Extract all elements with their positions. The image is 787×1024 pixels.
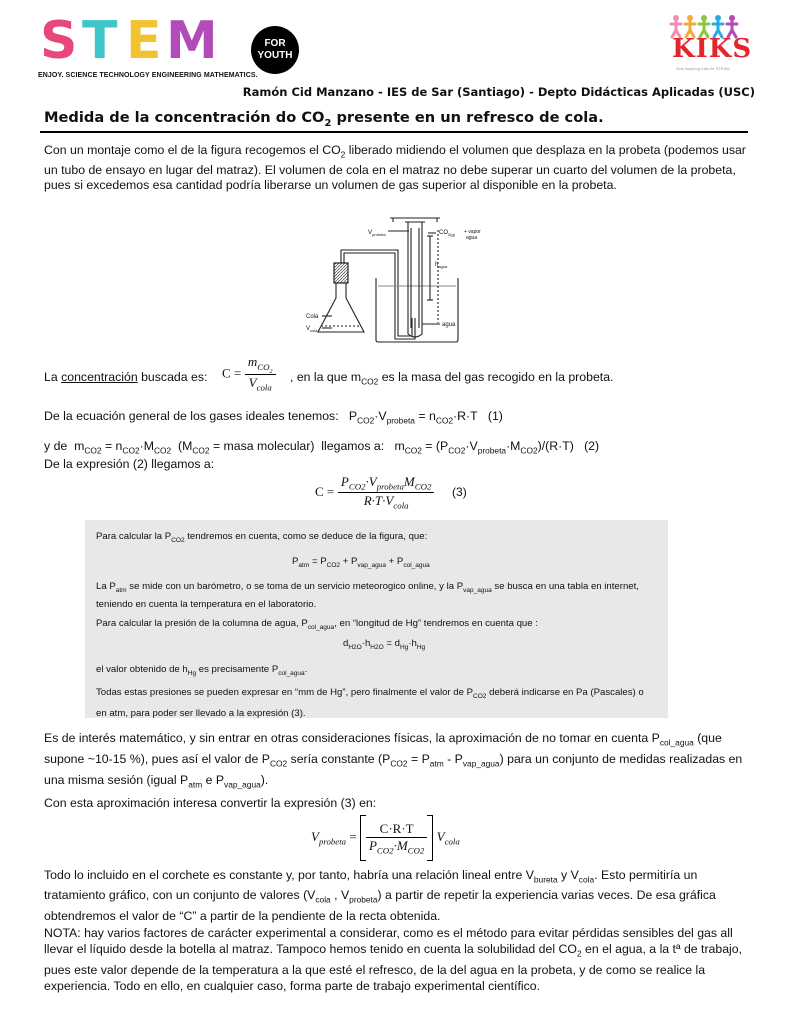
concentration-link: concentración (61, 370, 138, 384)
page-title: Medida de la concentración do $CO_2$ presente en un refresco de cola. (44, 109, 604, 129)
box-height-eq: $d_{H2O}\cdot h_{H2O} = d_{Hg}\cdot h_{Hg}$ (343, 638, 426, 651)
math-approx-paragraph: Es de interés matemático, y sin entrar en otras consideraciones físicas, la aproximación de no tomar en cuenta $P_{col\_agua}$ (que supone ~10-15 %), pues así el valor de $P_{CO2}$ sería constante $(P_{CO2} = P_{atm} - P_{vap\_agua})$ para un conjunto de medidas realizadas en una misma sesión (igual $P_{atm}$ e $P_{vap\_agua}$). (44, 731, 743, 790)
concentration-formula: C = $\frac{m_{CO_2}}{V_{cola}}$ (222, 354, 276, 393)
box-line-3: Para calcular la presión de la columna de agua, $P_{col\_agua}$, en “longitud de Hg” tendremos en cuenta que : (96, 618, 538, 631)
linear-relation-paragraph: Todo lo incluido en el corchete es constante y, por tanto, habría una relación lineal entre $V_{bureta}$ y $V_{cola}$. Esto permitiría un tratamiento gráfico, con un conjunto de valores ($V_{cola}$ , $V_{probeta}$) a partir de repetir la experiencia varias veces. De esa gráfica obtendremos el valor de “C” a partir de la pendiente de la recta obtenida. (44, 868, 716, 923)
eq1-line: De la ecuación general de los gases ideales tenemos: $P_{CO2}\cdot V_{probeta} = n_{CO2}\cdot R\cdot T$ (1) (44, 409, 503, 426)
fig-hagua-label: $h_{agua}$ (435, 262, 448, 269)
stem-letter-e: E (126, 14, 162, 64)
stem-for-youth-logo (38, 14, 293, 86)
apparatus-figure (280, 208, 510, 343)
stem-letters-logo (38, 14, 218, 64)
intro-paragraph: Con un montaje como el de la figura recogemos el $CO_2$ liberado midiendo el volumen que desplaza en la probeta (podemos usar un tubo de ensayo en lugar del matraz). El volumen de cola en el matraz no debe superar un cuarto del volumen de la probeta, pues si excedemos esa cantidad podría liberarse un volumen de gas superior al disponible en la probeta. (44, 143, 746, 193)
title-rule (40, 131, 748, 133)
box-paragraph-2: La $P_{atm}$ se mide con un barómetro, o se toma de un servicio meteorogico online, y la $P_{vap\_agua}$ se busca en una tabla en internet, teniendo en cuenta la temperatura en el laboratorio. (96, 581, 639, 610)
eq3-intro: De la expresión (2) llegamos a: (44, 457, 215, 471)
concentration-line: La concentración buscada es: (44, 370, 208, 384)
pressure-note-box (85, 520, 668, 718)
stem-letter-s: S (40, 14, 78, 64)
fig-vprobeta-label: $V_{probeta}$ (368, 230, 386, 237)
author-line: Ramón Cid Manzano - IES de Sar (Santiago) - Depto Didácticas Aplicadas (USC) (242, 85, 755, 99)
box-paragraph-5: Todas estas presiones se pueden expresar en “mm de Hg”, pero finalmente el valor de $P_{CO2}$ deberá indicarse en Pa (Pascales) o en atm, para poder ser llevado a la expresión (3). (96, 687, 644, 719)
box-line-4: el valor obtenido de $h_{Hg}$ es precisamente $P_{col\_agua}$. (96, 664, 308, 677)
fig-vcola-label: $V_{cola}$ (306, 326, 318, 333)
box-pressure-eq: $P_{atm} = P_{CO2} + P_{vap\_agua} + P_{col\_agua}$ (292, 556, 430, 569)
stem-letter-t: T (82, 14, 118, 64)
kiks-wordmark: KIKS (672, 34, 753, 64)
fig-vapor-label: + vapor (464, 229, 481, 235)
concentration-explanation: , en la que $m_{CO2}$ es la masa del gas recogido en la probeta. (290, 370, 614, 387)
fig-agua-label: agua (442, 322, 456, 328)
fig-co2-label: $CO_{2(g)}$ (439, 230, 456, 237)
eq4-formula: $V_{probeta}$ = $\frac{C\cdot R\cdot T}{P_{CO2}\cdot M_{CO2}}$ $V_{cola}$ (311, 815, 460, 861)
stem-letter-m: M (166, 14, 218, 64)
eq3-formula: C = $\frac{P_{CO2}\cdot V_{probeta}M_{CO2}}{R\cdot T\cdot V_{cola}}$ (3) (315, 474, 467, 511)
box-line-1: Para calcular la $P_{CO2}$ tendremos en cuenta, como se deduce de la figura, que: (96, 531, 428, 544)
approx-intro: Con esta aproximación interesa convertir la expresión (3) en: (44, 796, 377, 810)
note-paragraph: NOTA: hay varios factores de carácter experimental a considerar, como es el método para evitar pérdidas sensibles del gas all llevar el líquido desde la botella al matraz. Tampoco hemos tenido en cuenta la solubilidad del $CO_2$ en el agua, a la tª de trabajo, pues este valor depende de la temperatura a la que esté el refresco, de la del agua en la probeta, y de como se realice la experiencia. Todo en ello, en cualquier caso, forma parte de trabajo experimental científico. (44, 926, 743, 994)
kiks-subtitle: Kids Inspiring Kids for STEAM (676, 66, 730, 71)
fig-cola-label: Cola (306, 314, 319, 320)
stem-tagline: ENJOY. SCIENCE TECHNOLOGY ENGINEERING MATHEMATICS. (38, 72, 258, 79)
fig-agua-label-top: agua (466, 235, 478, 241)
eq2-line: y de $m_{CO2} = n_{CO2}\cdot M_{CO2}$ ($M_{CO2}$ = masa molecular) llegamos a: $m_{CO2} = (P_{CO2}\cdot V_{probeta}\cdot M_{CO2})/(R\cdot T)$ (2) (44, 439, 600, 456)
for-youth-badge: FOR YOUTH (251, 26, 299, 74)
kiks-logo (668, 12, 753, 71)
